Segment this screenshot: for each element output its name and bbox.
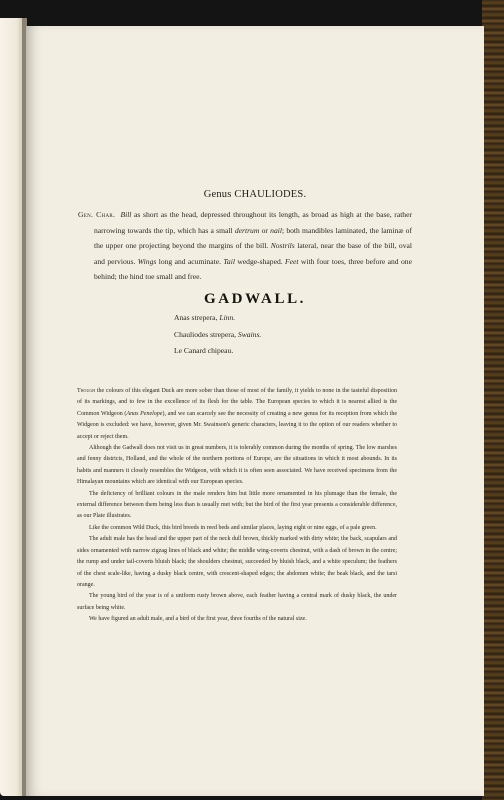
synonym-name: Le Canard chipeau. (174, 346, 234, 355)
feet-text: with four toes, three before and one behind; the hind toe small and free. (94, 256, 412, 281)
nostrils-label: Nostrils (270, 241, 295, 250)
paragraph-text: ), and we can scarcely see the necessity of creating a new genus for its reception from which the Widgeon is excluded: we have, however, given Mr. Swainson's generic characters, leaving it to the option of our readers whether to accept or reject them. (77, 410, 397, 440)
tail-label: Tail (223, 256, 235, 266)
paragraph-adult-male: The adult male has the head and the upper part of the neck dull brown, thickly marked with dirty white; the back, scapulars and sides ornamented with narrow zigzag lines of black and white; the middle wing-coverts chestnut, with a dash of brown in the centre; the rump and under tail-coverts bluish black; the shoulders chestnut, succeeded by bluish black, and a white speculum; the feathers of the chest scale-like, having a dusky black centre, with crescent-shaped edges; the abdomen white; the beak black, and the tarsi orange. (77, 536, 397, 588)
synonym-name: Anas strepera, (174, 313, 218, 322)
synonym-line (174, 313, 235, 322)
drop-word: Though (77, 388, 96, 394)
generic-character-block (78, 207, 412, 285)
bill-text: as short as the head, depressed throughout its length, as broad as high at the base, rather narrowing towards the tip, which has a small (94, 210, 413, 235)
left-page-edge (0, 18, 24, 796)
paragraph-intro (77, 386, 397, 443)
species-title: GADWALL. (203, 291, 307, 307)
book-page (26, 26, 484, 796)
bill-label: Bill (120, 210, 132, 219)
paragraph-distribution: Although the Gadwall does not visit us in great numbers, it is tolerably common during the months of spring. The low marshes and fenny districts, Holland, and the whole of the northern portions of Europe, are the situations in which it most abounds. In its habits and manners it closely resembles the Widgeon, with which it is often seen associated. We have received specimens from the Himalayan mountains which are identical with our European species. (77, 445, 397, 486)
paragraph-text: the colours of this elegant Duck are more sober than those of most of the family, it yields to none in the tasteful disposition of its markings, and to few in the excellence of its flesh for the table. The European species to which it is nearest allied is the Common Widgeon ( (77, 388, 397, 417)
paragraph-figure-note: We have figured an adult male, and a bird of the first year, three fourths of the natural size. (89, 616, 307, 623)
wings-text: long and acuminate. (158, 256, 222, 266)
wings-label: Wings (137, 256, 157, 266)
nostrils-text: lateral, near the base of the bill, oval and pervious. (94, 241, 412, 266)
synonym-authority: Swains. (237, 330, 262, 339)
synonym-name: Chauliodes strepera, (174, 330, 236, 339)
book-cover-edge (482, 0, 504, 800)
tail-text: wedge-shaped. (237, 256, 283, 266)
genus-heading: Genus CHAULIODES. (203, 189, 307, 200)
paragraph-young-bird: The young bird of the year is of a uniform rusty brown above, each feather having a central mark of dusky black, the under surface being white. (77, 593, 397, 611)
nail-word: nail (270, 225, 282, 235)
species-description (77, 386, 397, 626)
synonym-line (174, 346, 233, 355)
feet-label: Feet (285, 256, 299, 266)
paragraph-breeding: Like the common Wild Duck, this bird breeds in reed beds and similar places, laying eight or nine eggs, of a pale green. (89, 524, 377, 531)
dertrum-word: dertrum (234, 225, 260, 235)
synonym-authority: Linn. (219, 313, 236, 322)
paragraph-plumage: The deficiency of brilliant colours in the male renders him but little more ornamented in his plumage than the female, the external difference between them being less than is usually met with; but the bird of the first year presents a considerable difference, as our Plate illustrates. (77, 490, 397, 520)
synonym-line (174, 330, 261, 339)
latin-name: Anas Penelope (126, 410, 163, 417)
or-word: or (261, 225, 268, 235)
bill-text-2: ; both mandibles laminated, the laminæ of the upper one projecting beyond the margins of the bill. (94, 225, 413, 250)
gen-char-label: Gen. Char. (78, 210, 116, 219)
